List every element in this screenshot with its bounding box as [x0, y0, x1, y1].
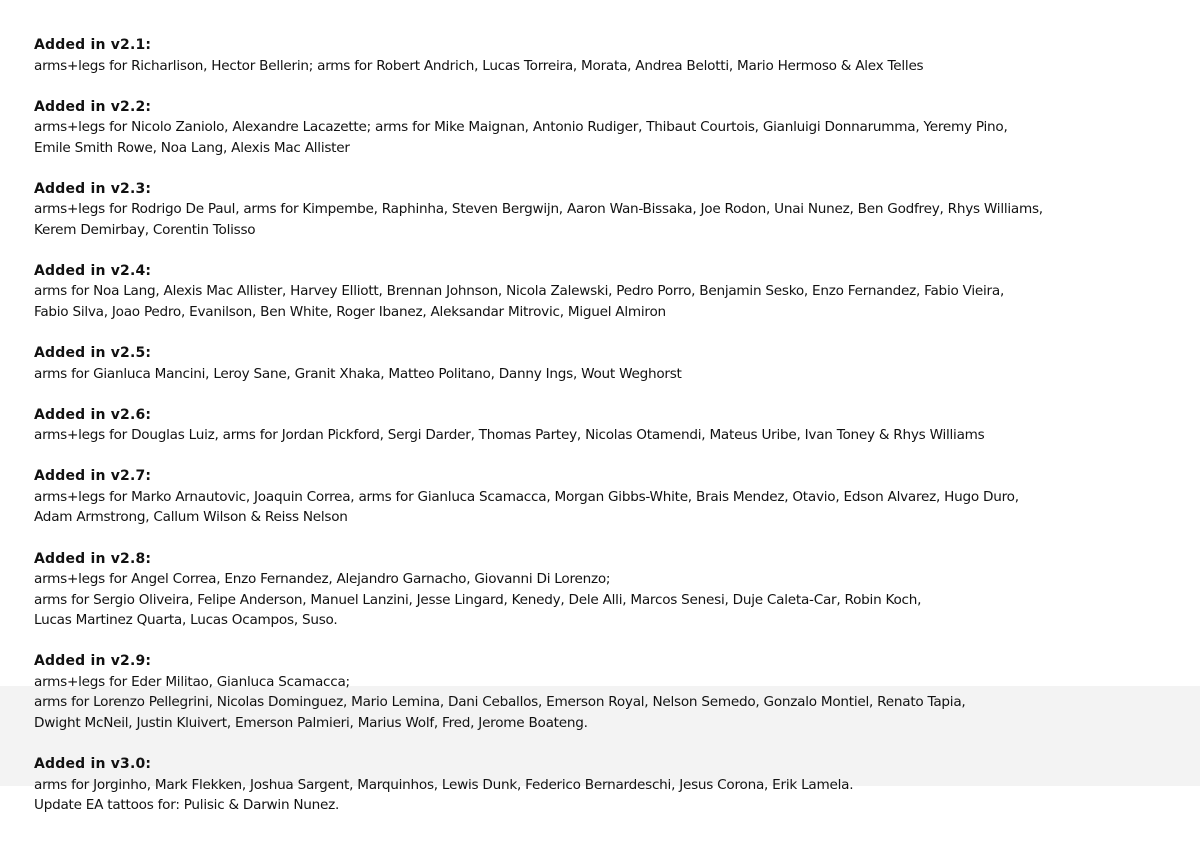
- section-heading: Added in v2.5:: [34, 345, 152, 362]
- section-text-line: arms for Sergio Oliveira, Felipe Anderson, Manuel Lanzini, Jesse Lingard, Kenedy, Dele Alli, Marcos Senesi, Duje Caleta-Car, Robin Koch,: [34, 591, 922, 608]
- changelog-section-v2-4: [34, 261, 1174, 323]
- changelog-section-v3-0: [34, 754, 1174, 816]
- section-text-line: Update EA tattoos for: Pulisic & Darwin Nunez.: [34, 797, 340, 814]
- section-heading: Added in v2.7:: [34, 468, 152, 485]
- section-text-line: arms for Noa Lang, Alexis Mac Allister, Harvey Elliott, Brennan Johnson, Nicola Zalewski, Pedro Porro, Benjamin Sesko, Enzo Fernandez, Fabio Vieira,: [34, 283, 1005, 300]
- section-text-line: Fabio Silva, Joao Pedro, Evanilson, Ben White, Roger Ibanez, Aleksandar Mitrovic, Miguel Almiron: [34, 304, 666, 321]
- section-text-line: arms+legs for Richarlison, Hector Bellerin; arms for Robert Andrich, Lucas Torreira, Morata, Andrea Belotti, Mario Hermoso & Alex Telles: [34, 57, 924, 74]
- section-text-line: arms+legs for Eder Militao, Gianluca Scamacca;: [34, 673, 350, 690]
- section-heading: Added in v3.0:: [34, 756, 152, 773]
- section-text-line: Emile Smith Rowe, Noa Lang, Alexis Mac Allister: [34, 139, 350, 156]
- changelog-section-v2-8: [34, 549, 1174, 631]
- section-text-line: arms+legs for Rodrigo De Paul, arms for Kimpembe, Raphinha, Steven Bergwijn, Aaron Wan-Bissaka, Joe Rodon, Unai Nunez, Ben Godfrey, Rhys Williams,: [34, 201, 1043, 218]
- section-text-line: Kerem Demirbay, Corentin Tolisso: [34, 221, 256, 238]
- section-text-line: arms+legs for Angel Correa, Enzo Fernandez, Alejandro Garnacho, Giovanni Di Lorenzo;: [34, 571, 611, 588]
- section-heading: Added in v2.3:: [34, 180, 152, 197]
- changelog-section-v2-6: [34, 405, 1174, 446]
- changelog-section-v2-7: [34, 466, 1174, 528]
- section-heading: Added in v2.9:: [34, 653, 152, 670]
- section-text-line: Adam Armstrong, Callum Wilson & Reiss Nelson: [34, 509, 348, 526]
- section-heading: Added in v2.4:: [34, 262, 152, 279]
- section-text-line: arms+legs for Marko Arnautovic, Joaquin Correa, arms for Gianluca Scamacca, Morgan Gibbs-White, Brais Mendez, Otavio, Edson Alvarez, Hugo Duro,: [34, 488, 1019, 505]
- changelog-section-v2-3: [34, 179, 1174, 241]
- changelog-section-v2-1: [34, 35, 1174, 76]
- section-text-line: Lucas Martinez Quarta, Lucas Ocampos, Suso.: [34, 612, 338, 629]
- changelog: [34, 35, 1174, 836]
- section-text-line: arms+legs for Nicolo Zaniolo, Alexandre Lacazette; arms for Mike Maignan, Antonio Rudiger, Thibaut Courtois, Gianluigi Donnarumma, Yeremy Pino,: [34, 119, 1008, 136]
- section-text-line: arms+legs for Douglas Luiz, arms for Jordan Pickford, Sergi Darder, Thomas Partey, Nicolas Otamendi, Mateus Uribe, Ivan Toney & Rhys Williams: [34, 427, 985, 444]
- section-heading: Added in v2.1:: [34, 37, 152, 53]
- section-text-line: Dwight McNeil, Justin Kluivert, Emerson Palmieri, Marius Wolf, Fred, Jerome Boateng.: [34, 715, 588, 731]
- changelog-section-v2-5: [34, 343, 1174, 384]
- section-text-line: arms for Gianluca Mancini, Leroy Sane, Granit Xhaka, Matteo Politano, Danny Ings, Wout Weghorst: [34, 365, 682, 382]
- changelog-section-v2-9: [34, 651, 1174, 733]
- section-heading: Added in v2.6:: [34, 406, 152, 423]
- changelog-section-v2-2: [34, 97, 1174, 159]
- section-heading: Added in v2.8:: [34, 550, 152, 567]
- section-text-line: arms for Jorginho, Mark Flekken, Joshua Sargent, Marquinhos, Lewis Dunk, Federico Bernardeschi, Jesus Corona, Erik Lamela.: [34, 776, 854, 793]
- section-heading: Added in v2.2:: [34, 98, 152, 115]
- section-text-line: arms for Lorenzo Pellegrini, Nicolas Dominguez, Mario Lemina, Dani Ceballos, Emerson Royal, Nelson Semedo, Gonzalo Montiel, Renato Tapia,: [34, 694, 966, 711]
